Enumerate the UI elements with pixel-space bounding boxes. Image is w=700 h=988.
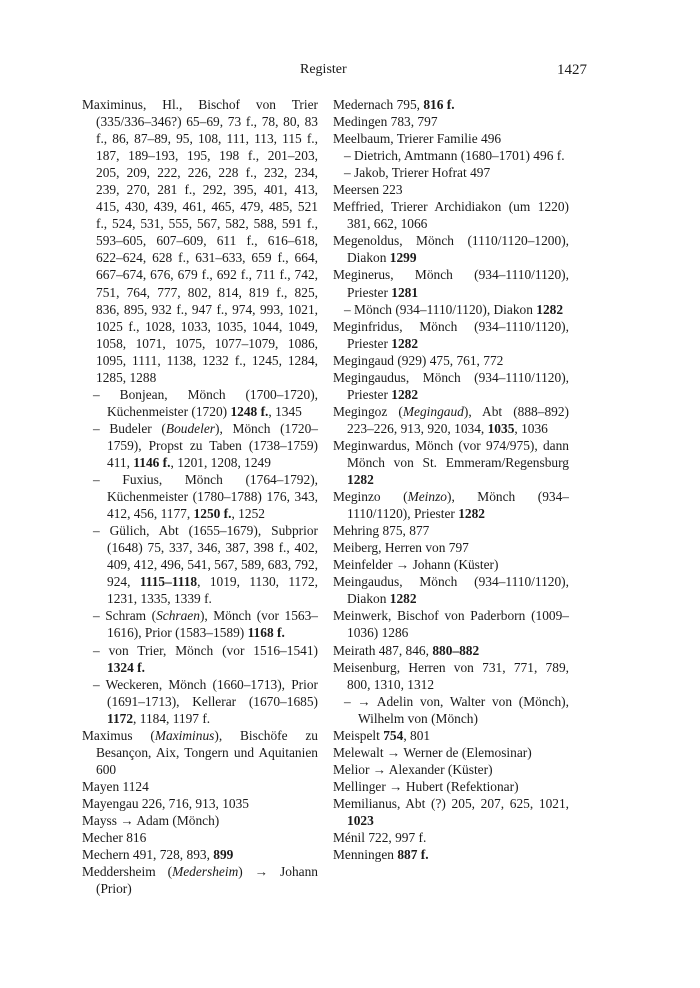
index-entry: Meispelt 754, 801 xyxy=(333,727,431,743)
index-entry: Maximinus, Hl., Bischof von Trier (335/336–346?) 65–69, 73 f., 78, 80, 83 f., 86, 87–89, 95, 108, 111, 113, 115 f., 187, 189–193, 195, 198 f., 201–203, 205, 209, 222, 226, 228 f., 232, 234, 239, 270, 281 f., 292, 395, 401, 413, 415, 430, 439, 461, 465, 479, 485, 521 f., 524, 531, 555, 567, 582, 588, 591 f., 593–605, 607–609, 611 f., 616–618, 622–624, 628 f., 631–633, 659 f., 664, 667–674, 676, 679 f., 692 f., 711 f., 742, 751, 764, 777, 802, 814, 819 f., 825, 836, 895, 932 f., 947 f., 974, 993, 1021, 1025 f., 1028, 1033, 1035, 1044, 1049, 1058, 1071, 1075, 1077–1079, 1086, 1095, 1111, 1138, 1232 f., 1245, 1284, 1285, 1288 xyxy=(82,97,318,385)
index-entry: Medernach 795, 816 f. xyxy=(333,97,455,112)
index-entry: Megingaudus, Mönch (934–1110/1120), Priester 1282 xyxy=(333,369,569,402)
index-column-left xyxy=(82,96,318,897)
index-entry: Mayengau 226, 716, 913, 1035 xyxy=(82,795,249,811)
index-entry: – Fuxius, Mönch (1764–1792), Küchenmeister (1780–1788) 176, 343, 412, 456, 1177, 1250 f., 1252 xyxy=(93,472,318,522)
index-entry: – → Adelin von, Walter von (Mönch), Wilhelm von (Mönch) xyxy=(344,693,569,726)
index-entry: – von Trier, Mönch (vor 1516–1541) 1324 f. xyxy=(93,642,318,675)
index-entry: Meginwardus, Mönch (vor 974/975), dann Mönch von St. Emmeram/Regensburg 1282 xyxy=(333,437,569,488)
index-entry: – Weckeren, Mönch (1660–1713), Prior (1691–1713), Kellerar (1670–1685) 1172, 1184, 1197 f. xyxy=(93,676,318,726)
index-entry: Meelbaum, Trierer Familie 496 xyxy=(333,131,502,147)
index-entry: Meisenburg, Herren von 731, 771, 789, 800, 1310, 1312 xyxy=(333,659,569,692)
index-entry: Meiberg, Herren von 797 xyxy=(333,540,469,556)
index-entry: Megingaud (929) 475, 761, 772 xyxy=(333,352,504,368)
index-entry: Meinwerk, Bischof von Paderborn (1009–1036) 1286 xyxy=(333,608,569,641)
index-entry: – Bonjean, Mönch (1700–1720), Küchenmeister (1720) 1248 f., 1345 xyxy=(93,386,318,419)
index-entry: Mecher 816 xyxy=(82,830,147,846)
index-entry: – Dietrich, Amtmann (1680–1701) 496 f. xyxy=(344,148,565,164)
index-entry: Maximus (Maximinus), Bischöfe zu Besançon, Aix, Tongern und Aquitanien 600 xyxy=(82,727,318,777)
index-entry: Meginerus, Mönch (934–1110/1120), Priester 1281 xyxy=(333,267,569,300)
index-entry: Meddersheim (Medersheim) → Johann (Prior) xyxy=(82,864,318,897)
index-entry: – Budeler (Boudeler), Mönch (1720–1759), Propst zu Taben (1738–1759) 411, 1146 f., 1201, 1208, 1249 xyxy=(93,420,318,470)
index-entry: – Gülich, Abt (1655–1679), Subprior (1648) 75, 337, 346, 387, 398 f., 402, 409, 412, 496, 541, 567, 589, 683, 792, 924, 1115–1118, 1019, 1130, 1172, 1231, 1335, 1339 f. xyxy=(93,523,318,607)
index-entry: Mehring 875, 877 xyxy=(333,523,430,539)
index-entry: Menningen 887 f. xyxy=(333,847,429,863)
index-entry: Melewalt → Werner de (Elemosinar) xyxy=(333,744,532,760)
index-entry: Meffried, Trierer Archidiakon (um 1220) 381, 662, 1066 xyxy=(333,199,569,232)
index-entry: Mechern 491, 728, 893, 899 xyxy=(82,847,234,863)
index-entry: – Schram (Schraen), Mönch (vor 1563–1616), Prior (1583–1589) 1168 f. xyxy=(93,608,318,641)
index-entry: Meinfelder → Johann (Küster) xyxy=(333,557,499,573)
index-entry: – Mönch (934–1110/1120), Diakon 1282 xyxy=(344,301,564,317)
index-entry: Mayen 1124 xyxy=(82,778,149,794)
running-header-title: Register xyxy=(300,62,347,77)
index-entry: Ménil 722, 997 f. xyxy=(333,830,427,846)
index-entry: Meginfridus, Mönch (934–1110/1120), Priester 1282 xyxy=(333,318,569,351)
index-entry: Mellinger → Hubert (Refektionar) xyxy=(333,778,519,794)
index-entry: Memilianus, Abt (?) 205, 207, 625, 1021, 1023 xyxy=(333,795,569,828)
index-entry: Meginzo (Meinzo), Mönch (934–1110/1120), Priester 1282 xyxy=(333,489,569,522)
index-entry: Megingoz (Megingaud), Abt (888–892) 223–226, 913, 920, 1034, 1035, 1036 xyxy=(333,403,569,436)
page-number: 1427 xyxy=(557,62,587,78)
index-entry: Mayss → Adam (Mönch) xyxy=(82,812,220,828)
index-entry: Meersen 223 xyxy=(333,182,403,198)
index-entry: Melior → Alexander (Küster) xyxy=(333,761,493,777)
index-column-right xyxy=(333,96,569,863)
index-entry: Meirath 487, 846, 880–882 xyxy=(333,642,480,658)
index-entry: Medingen 783, 797 xyxy=(333,114,438,130)
index-entry: Meingaudus, Mönch (934–1110/1120), Diakon 1282 xyxy=(333,574,569,607)
index-entry: Megenoldus, Mönch (1110/1120–1200), Diakon 1299 xyxy=(333,233,569,266)
index-entry: – Jakob, Trierer Hofrat 497 xyxy=(344,165,491,181)
